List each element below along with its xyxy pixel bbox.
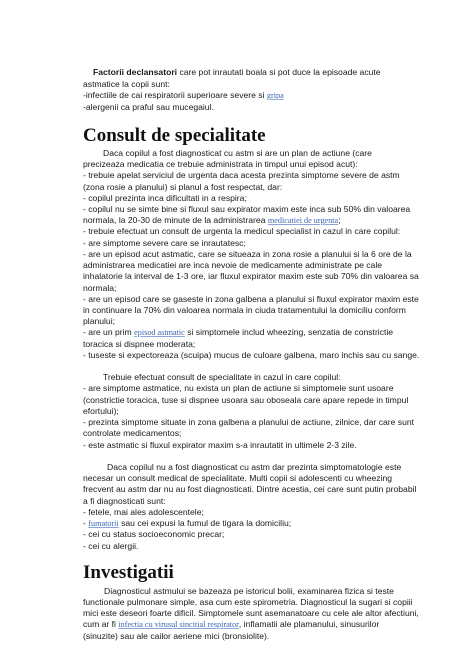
investigatii-line: Diagnosticul astmului se bazeaza pe istoricul bolii, examinarea fizica si teste xyxy=(104,586,394,596)
smoke-line-end: sau cei expusi la fumul de tigara la domiciliu; xyxy=(118,518,292,528)
consult-line: toracica si dispnee moderata; xyxy=(83,339,196,349)
consult-line: efortului); xyxy=(83,406,119,416)
consult-line: - are un episod acut astmatic, care se situeaza in zona rosie a planului si la 6 ore de la xyxy=(83,249,412,259)
consult-line xyxy=(83,519,291,528)
consult-line: normala; xyxy=(83,283,117,293)
investigatii-line: mici este deseori foarte dificil. Simptomele sunt asemanatoare cu cele ale altor afectiuni, xyxy=(83,608,419,618)
triggers-rest: care pot inrautati boala si pot duce la episoade acute xyxy=(177,67,381,77)
consult-line: - are un episod care se gaseste in zona galbena a planului si fluxul expirator maxim este xyxy=(83,294,419,304)
consult-line: (zona rosie a planului) si planul a fost respectat, dar: xyxy=(83,182,283,192)
consult-line-7-text: normala, la 20-30 de minute de la administrarea xyxy=(83,215,268,225)
consult-line: Daca copilul nu a fost diagnosticat cu astm dar prezinta simptomatologie este xyxy=(107,462,402,472)
triggers-line-4: -alergenii ca praful sau mucegaiul. xyxy=(83,102,214,112)
heading-investigatii: Investigatii xyxy=(83,562,174,583)
consult-line: Trebuie efectuat consult de specialitate in cazul in care copilul: xyxy=(103,372,341,382)
consult-line: - are simptome severe care se inrautatesc; xyxy=(83,238,246,248)
consult-line: - cei cu status socioeconomic precar; xyxy=(83,529,225,539)
consult-line-7-end: ; xyxy=(338,215,341,225)
consult-line: - trebuie efectuat un consult de urgenta la medicul specialist in cazul in care copilul: xyxy=(83,226,401,236)
consult-line: - prezinta simptome situate in zona galbena a planului de actiune, zilnice, dar care sunt xyxy=(83,417,415,427)
consult-line: in continuare la 70% din valoarea normala in ciuda tratamentului la domiciliu conform xyxy=(83,305,406,315)
consult-line xyxy=(83,216,341,225)
consult-line: - cei cu alergii. xyxy=(83,541,139,551)
consult-line: inhalatorie la interval de 1-3 ore, iar fluxul expirator maxim este sub 70% din valoarea sa xyxy=(83,271,419,281)
link-episod-astmatic[interactable]: episod astmatic xyxy=(134,328,185,337)
heading-consult: Consult de specialitate xyxy=(83,125,266,146)
investigatii-line-4-end: , inflamatii ale plamanului, sinusurilor xyxy=(238,619,380,629)
consult-line: - tuseste si expectoreaza (scuipa) mucus de culoare galbena, maro inchis sau cu sange. xyxy=(83,350,420,360)
triggers-line-2: astmatice la copii sunt: xyxy=(83,79,170,89)
consult-line: Daca copilul a fost diagnosticat cu astm si are un plan de actiune (care xyxy=(103,148,372,158)
consult-line: - are simptome astmatice, nu exista un plan de actiune si simptomele sunt usoare xyxy=(83,383,394,393)
investigatii-line: functionale pulmonare simple, asa cum este spirometria. Diagnosticul la sugari si copiii xyxy=(83,597,413,607)
link-fumatorii[interactable]: fumatorii xyxy=(88,519,119,528)
consult-line: - trebuie apelat serviciul de urgenta daca acesta prezinta simptome severe de astm xyxy=(83,170,400,180)
link-gripa[interactable]: gripa xyxy=(266,91,284,100)
consult-line: - copilul nu se simte bine si fluxul sau expirator maxim este inca sub 50% din valoarea xyxy=(83,204,411,214)
investigatii-line: (sinuzite) sau ale cailor aeriene mici (bronsiolite). xyxy=(83,631,270,641)
consult-line: (constrictie toracica, tuse si dispnee usoara sau oboseala care apare repede in timpul xyxy=(83,395,409,405)
consult-line: planului; xyxy=(83,316,116,326)
triggers-line-3-text: -infectiile de cai respiratorii superioare severe si xyxy=(83,90,267,100)
consult-line: controlate medicamentos; xyxy=(83,428,182,438)
consult-line: administrarea medicatiei are inca nevoie de medicamente administrate pe cale xyxy=(83,260,383,270)
consult-line: - este astmatic si fluxul expirator maxim s-a inrautatit in ultimele 2-3 zile. xyxy=(83,440,357,450)
consult-line: precizeaza medicatia ce trebuie administrata in timpul unui episod acut): xyxy=(83,159,358,169)
investigatii-line-4-text: cum ar fi xyxy=(83,619,119,629)
triggers-line-1 xyxy=(93,68,381,77)
consult-line: - fetele, mai ales adolescentele; xyxy=(83,507,204,517)
consult-line xyxy=(83,328,393,337)
link-medicatiei-de-urgenta[interactable]: medicatiei de urgenta xyxy=(267,216,339,225)
consult-line-17-text: - are un prim xyxy=(83,327,135,337)
triggers-line-3 xyxy=(83,91,284,100)
consult-line: a fi diagnosticati sunt: xyxy=(83,496,166,506)
link-virusul-sincitial[interactable]: infectia cu virusul sincitial respirator xyxy=(118,620,239,629)
consult-line-17-end: si simptomele includ wheezing, senzatia de constrictie xyxy=(184,327,394,337)
consult-line: necesar un consult medical de specialitate. Multi copii si adolescenti cu wheezing xyxy=(83,473,393,483)
smoke-line-start: - xyxy=(83,518,89,528)
consult-line: - copilul prezinta inca dificultati in a respira; xyxy=(83,193,247,203)
investigatii-line xyxy=(83,620,379,629)
consult-line: frecvent au astm dar nu au fost diagnosticati. Dintre acestia, cei care sunt putin probabil xyxy=(83,484,417,494)
triggers-title: Factorii declansatori xyxy=(93,67,178,77)
